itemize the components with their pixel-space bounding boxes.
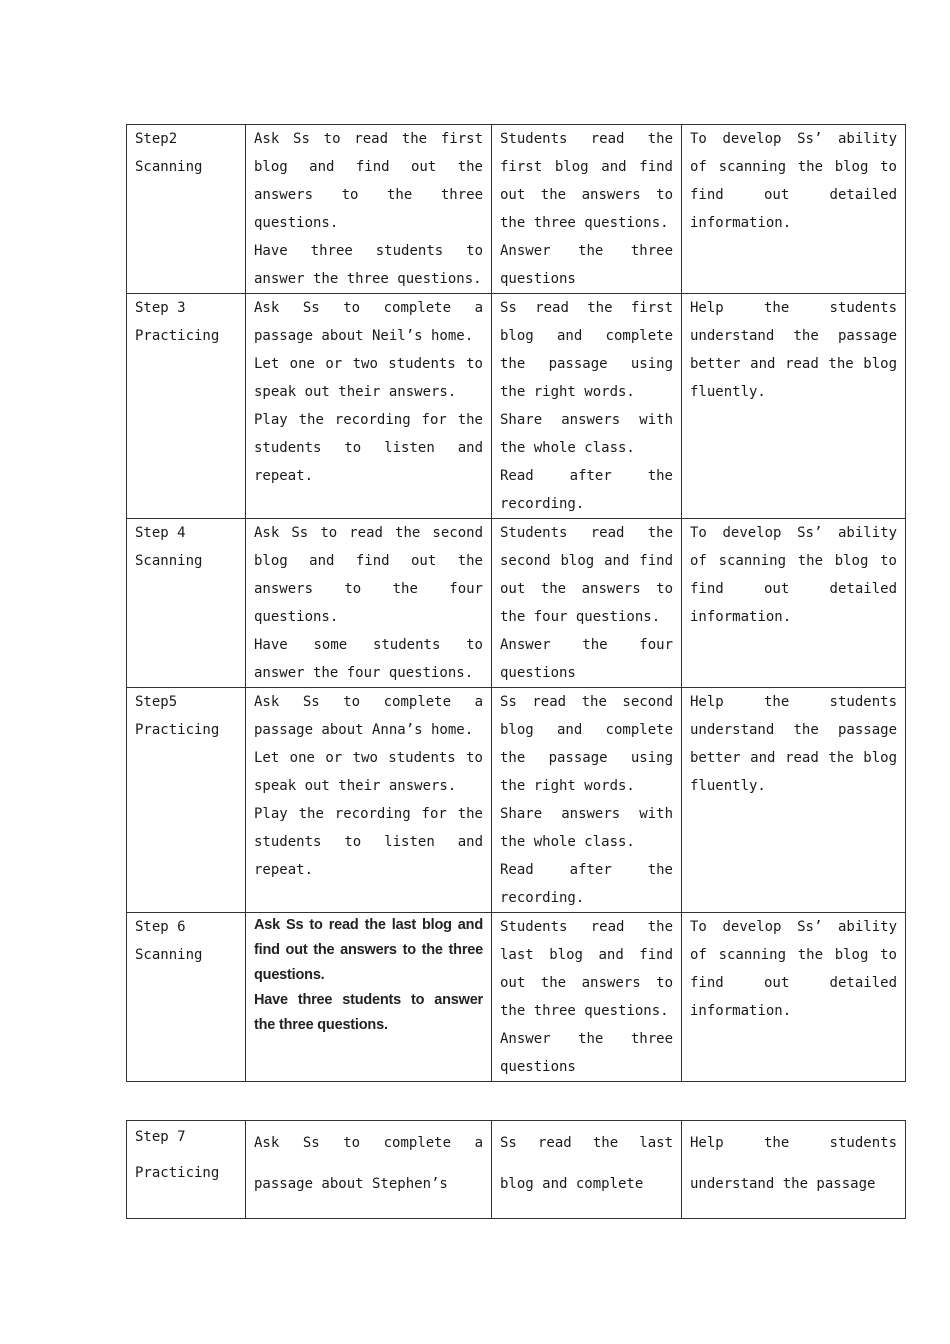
teacher-activity-cell — [246, 1121, 492, 1219]
purpose-text: To develop Ss’ ability of scanning the blog to find out detailed information. — [690, 525, 897, 625]
step-label: Step2 — [135, 131, 178, 147]
teacher-activity-text: Ask Ss to complete a passage about Neil’s home. — [254, 300, 483, 344]
teacher-activity-text: Play the recording for the students to listen and repeat. — [254, 806, 483, 878]
teacher-activity-text: Ask Ss to complete a passage about Anna’s home. — [254, 694, 483, 738]
teacher-activity-text: Let one or two students to speak out their answers. — [254, 356, 483, 400]
teacher-activity-cell — [246, 519, 492, 688]
student-activity-text: Ss read the second blog and complete the passage using the right words. — [500, 694, 673, 794]
purpose-cell — [682, 125, 906, 294]
student-activity-text: Students read the second blog and find out the answers to the four questions. — [500, 525, 673, 625]
stage-label: Scanning — [135, 553, 203, 569]
teacher-activity-cell — [246, 294, 492, 519]
step-label: Step5 — [135, 694, 178, 710]
stage-label: Scanning — [135, 159, 203, 175]
student-activity-text: Answer the three questions — [500, 243, 673, 287]
lesson-plan-table — [126, 124, 906, 1082]
stage-label: Practicing — [135, 328, 220, 344]
student-activity-cell — [492, 688, 682, 913]
step-cell — [127, 125, 246, 294]
teacher-activity-cell — [246, 125, 492, 294]
step-label: Step 7 — [135, 1129, 186, 1145]
step-cell — [127, 1121, 246, 1219]
teacher-activity-text: Have three students to answer the three questions. — [254, 992, 483, 1033]
student-activity-text: Answer the three questions — [500, 1031, 673, 1075]
student-activity-cell — [492, 125, 682, 294]
step-cell — [127, 519, 246, 688]
stage-label: Practicing — [135, 722, 220, 738]
table-row — [127, 1121, 906, 1219]
teacher-activity-cell — [246, 688, 492, 913]
table-row — [127, 688, 906, 913]
step-cell — [127, 913, 246, 1082]
step-cell — [127, 688, 246, 913]
teacher-activity-text: Ask Ss to read the second blog and find out the answers to the four questions. — [254, 525, 483, 625]
student-activity-text: Students read the first blog and find out the answers to the three questions. — [500, 131, 673, 231]
student-activity-text: Answer the four questions — [500, 637, 673, 681]
purpose-cell — [682, 519, 906, 688]
purpose-cell — [682, 1121, 906, 1219]
student-activity-text: Share answers with the whole class. — [500, 806, 673, 850]
teacher-activity-text: Play the recording for the students to listen and repeat. — [254, 412, 483, 484]
teacher-activity-text: Ask Ss to read the first blog and find out the answers to the three questions. — [254, 131, 483, 231]
purpose-text: Help the students understand the passage better and read the blog fluently. — [690, 694, 897, 794]
lesson-plan-body — [127, 125, 906, 1082]
purpose-cell — [682, 294, 906, 519]
teacher-activity-cell — [246, 913, 492, 1082]
step-label: Step 3 — [135, 300, 186, 316]
teacher-activity-text: Ask Ss to complete a passage about Stephen’s — [254, 1135, 483, 1192]
step-cell — [127, 294, 246, 519]
student-activity-text: Ss read the last blog and complete — [500, 1135, 673, 1192]
student-activity-cell — [492, 294, 682, 519]
stage-label: Scanning — [135, 947, 203, 963]
purpose-text: Help the students understand the passage — [690, 1135, 897, 1192]
teacher-activity-text: Ask Ss to read the last blog and find out the answers to the three questions. — [254, 917, 483, 983]
student-activity-text: Share answers with the whole class. — [500, 412, 673, 456]
student-activity-cell — [492, 519, 682, 688]
step-label: Step 6 — [135, 919, 186, 935]
teacher-activity-text: Let one or two students to speak out their answers. — [254, 750, 483, 794]
step-label: Step 4 — [135, 525, 186, 541]
table-row — [127, 519, 906, 688]
student-activity-cell — [492, 1121, 682, 1219]
lesson-plan-table-continued — [126, 1120, 906, 1219]
stage-label: Practicing — [135, 1165, 220, 1181]
purpose-text: Help the students understand the passage better and read the blog fluently. — [690, 300, 897, 400]
student-activity-text: Read after the recording. — [500, 468, 673, 512]
teacher-activity-text: Have three students to answer the three questions. — [254, 243, 483, 287]
teacher-activity-text: Have some students to answer the four questions. — [254, 637, 483, 681]
table-row — [127, 913, 906, 1082]
student-activity-text: Read after the recording. — [500, 862, 673, 906]
student-activity-text: Ss read the first blog and complete the passage using the right words. — [500, 300, 673, 400]
purpose-cell — [682, 688, 906, 913]
purpose-text: To develop Ss’ ability of scanning the blog to find out detailed information. — [690, 131, 897, 231]
table-row — [127, 125, 906, 294]
student-activity-cell — [492, 913, 682, 1082]
student-activity-text: Students read the last blog and find out the answers to the three questions. — [500, 919, 673, 1019]
purpose-text: To develop Ss’ ability of scanning the blog to find out detailed information. — [690, 919, 897, 1019]
purpose-cell — [682, 913, 906, 1082]
table-row — [127, 294, 906, 519]
